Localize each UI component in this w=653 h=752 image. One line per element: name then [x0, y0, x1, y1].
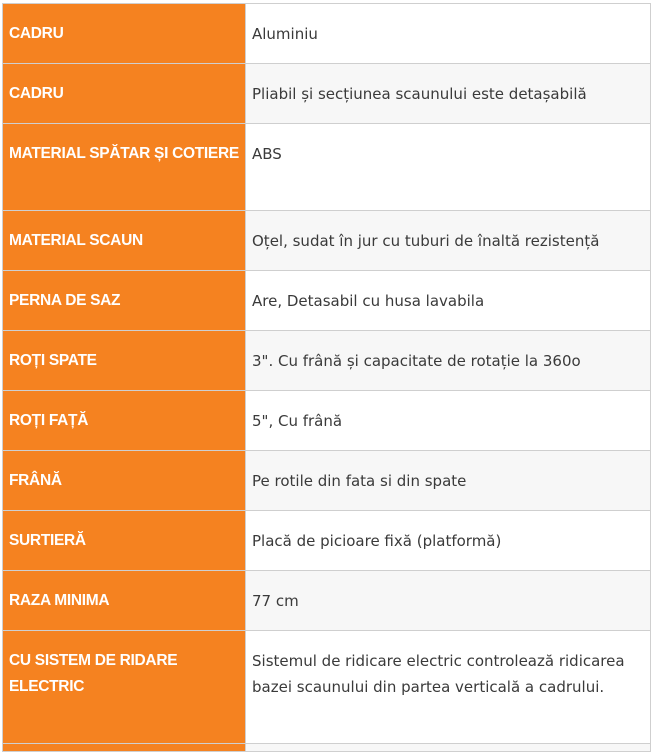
table-row [3, 451, 651, 511]
spec-value: 3". Cu frână și capacitate de rotație la 360o [246, 331, 651, 391]
spec-label: CU SISTEM DE RIDARE ELECTRIC [3, 631, 246, 744]
spec-label: MATERIAL SCAUN [3, 211, 246, 271]
spec-label: ROȚI SPATE [3, 331, 246, 391]
table-row [3, 631, 651, 744]
table-row [3, 271, 651, 331]
spec-value: Pe rotile din fata si din spate [246, 451, 651, 511]
spec-label: CADRU [3, 4, 246, 64]
spec-label: SURTIERĂ [3, 511, 246, 571]
spec-value: Pliabil și secțiunea scaunului este detașabilă [246, 64, 651, 124]
spec-value-partial [246, 744, 651, 752]
spec-label-partial [3, 744, 246, 752]
spec-value: ABS [246, 124, 651, 211]
spec-label: CADRU [3, 64, 246, 124]
spec-value: Aluminiu [246, 4, 651, 64]
table-row-partial [3, 744, 651, 752]
table-row [3, 511, 651, 571]
table-row [3, 211, 651, 271]
spec-label: PERNA DE SAZ [3, 271, 246, 331]
specifications-table [2, 3, 651, 752]
spec-value: Sistemul de ridicare electric controlează ridicarea bazei scaunului din partea verticală a cadrului. [246, 631, 651, 744]
spec-label: RAZA MINIMA [3, 571, 246, 631]
spec-value: 5", Cu frână [246, 391, 651, 451]
spec-label: MATERIAL SPĂTAR ȘI COTIERE [3, 124, 246, 211]
spec-label: FRÂNĂ [3, 451, 246, 511]
table-row [3, 4, 651, 64]
table-row [3, 64, 651, 124]
table-row [3, 331, 651, 391]
spec-value: 77 cm [246, 571, 651, 631]
spec-value: Oțel, sudat în jur cu tuburi de înaltă rezistență [246, 211, 651, 271]
spec-label: ROȚI FAȚĂ [3, 391, 246, 451]
table-row [3, 124, 651, 211]
table-row [3, 571, 651, 631]
spec-value: Placă de picioare fixă (platformă) [246, 511, 651, 571]
table-row [3, 391, 651, 451]
spec-value: Are, Detasabil cu husa lavabila [246, 271, 651, 331]
